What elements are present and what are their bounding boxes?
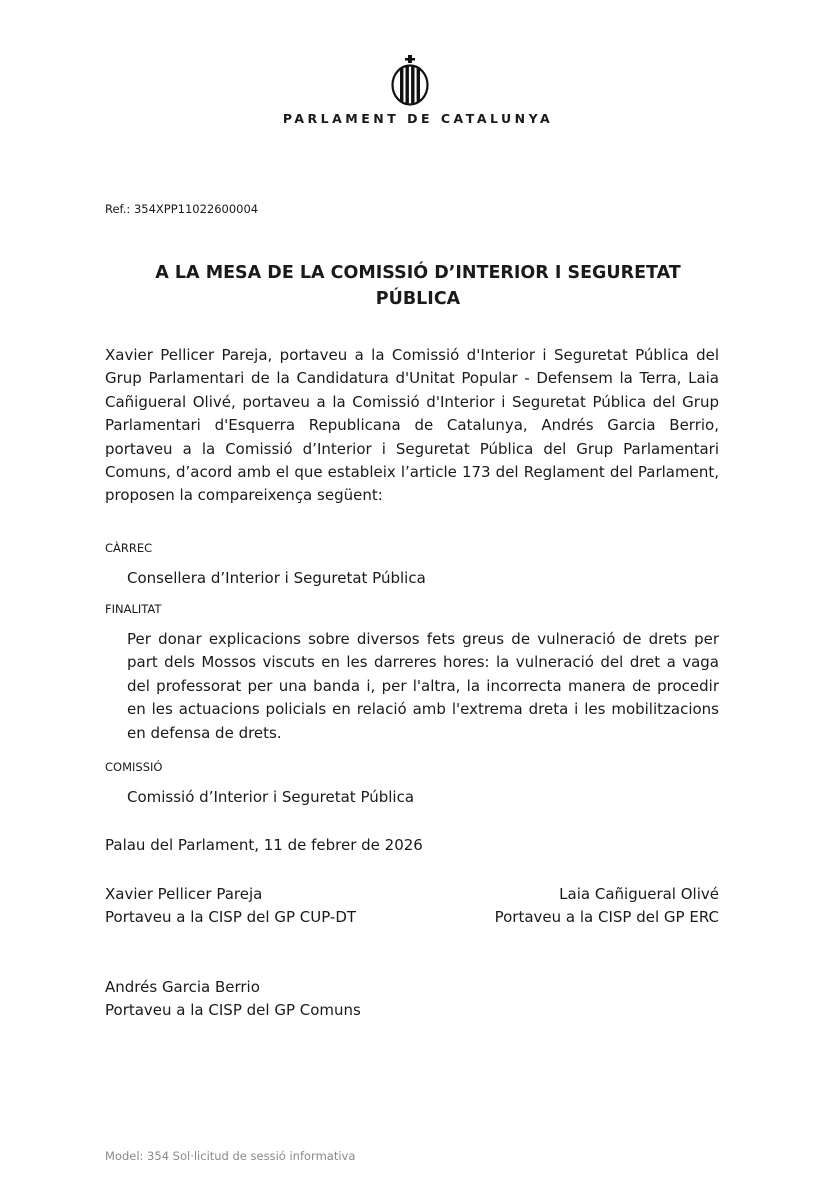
footer-model: Model: 354 Sol·licitud de sessió informativa (105, 1149, 356, 1163)
section-value-finalitat: Per donar explicacions sobre diversos fets greus de vulneració de drets per part dels Mossos viscuts en les darreres hores: la vulneració del dret a vaga del professorat per una banda i, per l'altra, la incorrecta manera de procedir en les actuacions policials en relació amb l'extrema dreta i les mobilitzacions en defensa de drets. (127, 630, 719, 742)
signature-block (495, 883, 719, 929)
section-label-comissio: COMISSIÓ (105, 760, 163, 774)
signature-name: Andrés Garcia Berrio (105, 978, 260, 996)
signature-role: Portaveu a la CISP del GP CUP-DT (105, 908, 357, 926)
signature-block (105, 883, 356, 929)
place-and-date: Palau del Parlament, 11 de febrer de 2026 (105, 836, 423, 854)
title-line-2: PÚBLICA (375, 289, 461, 309)
intro-paragraph: Xavier Pellicer Pareja, portaveu a la Comissió d'Interior i Seguretat Pública del Grup Parlamentari de la Candidatura d'Unitat Popular - Defensem la Terra, Laia Cañigueral Olivé, portaveu a la Comissió d'Interior i Seguretat Pública del Grup Parlamentari d'Esquerra Republicana de Catalunya, Andrés Garcia Berrio, portaveu a la Comissió d’Interior i Seguretat Pública del Grup Parlamentari Comuns, d’acord amb el que estableix l’article 173 del Reglament del Parlament, proposen la compareixença següent: (105, 346, 719, 505)
signature-block (105, 976, 361, 1022)
organization-name: PARLAMENT DE CATALUNYA (282, 111, 554, 126)
section-label-carrec: CÀRREC (105, 541, 153, 555)
section-label-finalitat: FINALITAT (105, 602, 162, 616)
section-value-carrec: Consellera d’Interior i Seguretat Pública (127, 569, 426, 587)
title-line-1: A LA MESA DE LA COMISSIÓ D’INTERIOR I SEGURETAT (155, 263, 681, 283)
signature-role: Portaveu a la CISP del GP ERC (494, 908, 719, 926)
reference-number: Ref.: 354XPP11022600004 (105, 202, 259, 216)
signature-name: Xavier Pellicer Pareja (105, 885, 263, 903)
section-value-comissio: Comissió d’Interior i Seguretat Pública (127, 788, 415, 806)
document-title (105, 260, 731, 312)
signature-role: Portaveu a la CISP del GP Comuns (105, 1001, 361, 1019)
parliament-emblem-icon (390, 55, 430, 107)
signature-name: Laia Cañigueral Olivé (559, 885, 719, 903)
